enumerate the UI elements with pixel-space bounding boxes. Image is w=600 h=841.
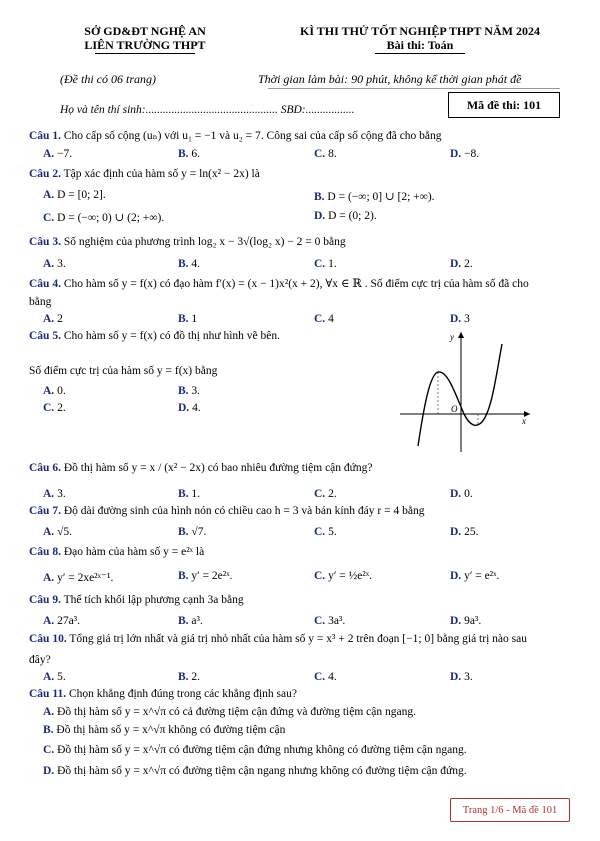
option-letter: B. (178, 615, 189, 627)
question-1 (29, 128, 442, 142)
q3-option-d[interactable]: D. 2. (450, 258, 473, 270)
q1-text: Cho cấp số cộng (uₙ) với u₁ = −1 và u₂ = 7. Công sai của cấp số cộng đã cho bằng (63, 130, 442, 142)
option-letter: D. (450, 488, 462, 500)
q9-option-a[interactable]: A. 27a³. (43, 615, 80, 627)
option-letter: B. (314, 191, 325, 203)
option-letter: A. (43, 671, 55, 683)
q11-option-b[interactable]: B. Đồ thị hàm số y = x^√π không có đường tiệm cận (43, 724, 286, 736)
q3-option-a[interactable]: A. 3. (43, 258, 66, 270)
question-6 (29, 462, 373, 474)
q6-option-b[interactable]: B. 1. (178, 488, 201, 500)
q2-option-b[interactable]: B. D = (−∞; 0] ∪ [2; +∞). (314, 191, 435, 203)
origin-label: O (451, 404, 458, 414)
option-letter: B. (178, 671, 189, 683)
q4-text: Cho hàm số y = f(x) có đạo hàm f′(x) = (x − 1)x²(x + 2), ∀x ∈ ℝ . Số điểm cực trị của hàm số đã cho (63, 278, 529, 290)
pages-note: (Đề thi có 06 trang) (60, 72, 156, 86)
q6-option-a[interactable]: A. 3. (43, 488, 66, 500)
option-letter: D. (450, 313, 462, 325)
q3-text: Số nghiệm của phương trình log₂ x − 3√(log₂ x) − 2 = 0 bằng (63, 236, 346, 248)
option-letter: B. (178, 148, 189, 160)
option-letter: A. (43, 615, 55, 627)
q10-option-b[interactable]: B. 2. (178, 671, 201, 683)
q7-text: Độ dài đường sinh của hình nón có chiều cao h = 3 và bán kính đáy r = 4 bằng (63, 505, 425, 517)
q8-option-c[interactable]: C. y′ = ½e²ˣ. (314, 570, 372, 582)
q1-option-d[interactable]: D. −8. (450, 148, 480, 160)
option-letter: B. (178, 258, 189, 270)
question-7 (29, 505, 424, 517)
footer-text: Trang 1/6 - Mã đề 101 (462, 804, 558, 816)
option-letter: D. (450, 148, 462, 160)
function-graph (396, 326, 536, 456)
q6-option-c[interactable]: C. 2. (314, 488, 337, 500)
option-letter: C. (43, 212, 55, 224)
q10-option-c[interactable]: C. 4. (314, 671, 337, 683)
option-letter: B. (43, 724, 54, 736)
q2-option-d[interactable]: D. D = (0; 2). (314, 210, 377, 222)
q4-option-b[interactable]: B. 1 (178, 313, 198, 325)
option-letter: D. (450, 570, 462, 582)
q4-option-c[interactable]: C. 4 (314, 313, 334, 325)
header-underline-left (95, 53, 195, 54)
option-letter: B. (178, 526, 189, 538)
option-letter: A. (43, 189, 55, 201)
q2-label: Câu 2. (29, 168, 61, 180)
option-letter: A. (43, 313, 55, 325)
q8-label: Câu 8. (29, 546, 61, 558)
q8-text: Đạo hàm của hàm số y = e²ˣ là (63, 546, 205, 558)
option-letter: B. (178, 570, 189, 582)
option-letter: C. (314, 615, 326, 627)
q4-option-a[interactable]: A. 2 (43, 313, 63, 325)
q4-text-cont: bằng (29, 296, 52, 308)
q1-option-c[interactable]: C. 8. (314, 148, 337, 160)
q6-label: Câu 6. (29, 462, 61, 474)
candidate-line: Họ và tên thí sinh:.............................................. SBD:................. (60, 104, 355, 116)
q6-text: Đồ thị hàm số y = x / (x² − 2x) có bao nhiêu đường tiệm cận đứng? (63, 462, 373, 474)
q5-option-b[interactable]: B. 3. (178, 385, 201, 397)
q2-option-a[interactable]: A. D = [0; 2]. (43, 189, 106, 201)
q9-option-d[interactable]: D. 9a³. (450, 615, 482, 627)
option-letter: D. (450, 671, 462, 683)
q5-label: Câu 5. (29, 330, 61, 342)
q2-option-c[interactable]: C. D = (−∞; 0) ∪ (2; +∞). (43, 212, 165, 224)
option-letter: B. (178, 313, 189, 325)
option-letter: A. (43, 526, 55, 538)
option-letter: C. (43, 402, 55, 414)
q7-option-c[interactable]: C. 5. (314, 526, 337, 538)
exam-code-box (448, 92, 560, 118)
option-letter: A. (43, 148, 55, 160)
x-label: x (522, 416, 526, 426)
option-letter: C. (43, 744, 55, 756)
q11-option-d[interactable]: D. Đồ thị hàm số y = x^√π có đường tiệm cận ngang nhưng không có đường tiệm cận đứng. (43, 765, 467, 777)
q11-text: Chọn khẳng định đúng trong các khẳng định sau? (68, 688, 297, 700)
option-letter: A. (43, 385, 55, 397)
q5-option-d[interactable]: D. 4. (178, 402, 201, 414)
exam-title: KÌ THI THỬ TỐT NGHIỆP THPT NĂM 2024 (300, 24, 540, 38)
option-letter: D. (450, 526, 462, 538)
q7-option-a[interactable]: A. √5. (43, 526, 72, 538)
q5-text-cont: Số điểm cực trị của hàm số y = f(x) bằng (29, 365, 218, 377)
option-letter: D. (450, 258, 462, 270)
option-letter: A. (43, 706, 55, 718)
option-letter: C. (314, 148, 326, 160)
y-label: y (450, 332, 454, 342)
y-axis-arrow (458, 332, 464, 338)
q1-option-a[interactable]: A. −7. (43, 148, 73, 160)
q9-label: Câu 9. (29, 594, 61, 606)
q7-option-d[interactable]: D. 25. (450, 526, 479, 538)
q1-option-b[interactable]: B. 6. (178, 148, 201, 160)
option-letter: D. (450, 615, 462, 627)
option-letter: C. (314, 488, 326, 500)
q9-option-b[interactable]: B. a³. (178, 615, 203, 627)
question-8 (29, 546, 204, 558)
question-10 (29, 633, 527, 645)
question-11 (29, 688, 297, 700)
q10-text-cont: đây? (29, 654, 51, 666)
q1-label: Câu 1. (29, 130, 61, 142)
option-letter: C. (314, 570, 326, 582)
option-letter: A. (43, 258, 55, 270)
option-letter: C. (314, 671, 326, 683)
q3-option-b[interactable]: B. 4. (178, 258, 201, 270)
q11-option-a[interactable]: A. Đồ thị hàm số y = x^√π có cả đường tiệm cận đứng và đường tiệm cận ngang. (43, 706, 416, 718)
q2-text: Tập xác định của hàm số y = ln(x² − 2x) là (63, 168, 260, 180)
q5-option-c[interactable]: C. 2. (43, 402, 66, 414)
time-note: Thời gian làm bài: 90 phút, không kể thời gian phát đề (258, 72, 522, 86)
q4-label: Câu 4. (29, 278, 61, 290)
option-letter: C. (314, 258, 326, 270)
question-4 (29, 276, 529, 290)
subject-line: Bài thi: Toán (386, 38, 454, 52)
q5-option-a[interactable]: A. 0. (43, 385, 66, 397)
q7-option-b[interactable]: B. √7. (178, 526, 207, 538)
q8-option-b[interactable]: B. y′ = 2e²ˣ. (178, 570, 233, 582)
header-underline-right (375, 53, 465, 54)
option-letter: D. (43, 765, 55, 777)
page-footer (450, 798, 570, 822)
q10-label: Câu 10. (29, 633, 67, 645)
time-underline (268, 88, 560, 89)
option-letter: B. (178, 385, 189, 397)
option-letter: C. (314, 313, 326, 325)
question-2 (29, 168, 260, 180)
option-letter: B. (178, 488, 189, 500)
q9-option-c[interactable]: C. 3a³. (314, 615, 346, 627)
option-letter: A. (43, 488, 55, 500)
curve (418, 344, 502, 446)
q10-text: Tổng giá trị lớn nhất và giá trị nhỏ nhất của hàm số y = x³ + 2 trên đoạn [−1; 0] bằng giá trị nào sau (69, 633, 527, 645)
q3-option-c[interactable]: C. 1. (314, 258, 337, 270)
q11-option-c[interactable]: C. Đồ thị hàm số y = x^√π có đường tiệm cận đứng nhưng không có đường tiệm cận ngang. (43, 744, 467, 756)
q9-text: Thể tích khối lập phương cạnh 3a bằng (63, 594, 244, 606)
option-letter: D. (178, 402, 190, 414)
question-5 (29, 330, 280, 342)
q10-option-d[interactable]: D. 3. (450, 671, 473, 683)
q3-label: Câu 3. (29, 236, 61, 248)
q6-option-d[interactable]: D. 0. (450, 488, 473, 500)
q8-option-a[interactable]: A. y′ = 2xe²ˣ⁻¹. (43, 572, 114, 584)
q11-label: Câu 11. (29, 688, 67, 700)
q7-label: Câu 7. (29, 505, 61, 517)
q4-option-d[interactable]: D. 3 (450, 313, 470, 325)
q10-option-a[interactable]: A. 5. (43, 671, 66, 683)
q5-text: Cho hàm số y = f(x) có đồ thị như hình vẽ bên. (63, 330, 281, 342)
option-letter: A. (43, 572, 55, 584)
question-9 (29, 594, 244, 606)
option-letter: C. (314, 526, 326, 538)
dept-name: SỞ GD&ĐT NGHỆ AN (84, 24, 206, 38)
exam-code: Mã đề thi: 101 (466, 97, 542, 112)
school-name: LIÊN TRƯỜNG THPT (84, 38, 206, 52)
q8-option-d[interactable]: D. y′ = e²ˣ. (450, 570, 500, 582)
option-letter: D. (314, 210, 326, 222)
question-3 (29, 236, 346, 248)
